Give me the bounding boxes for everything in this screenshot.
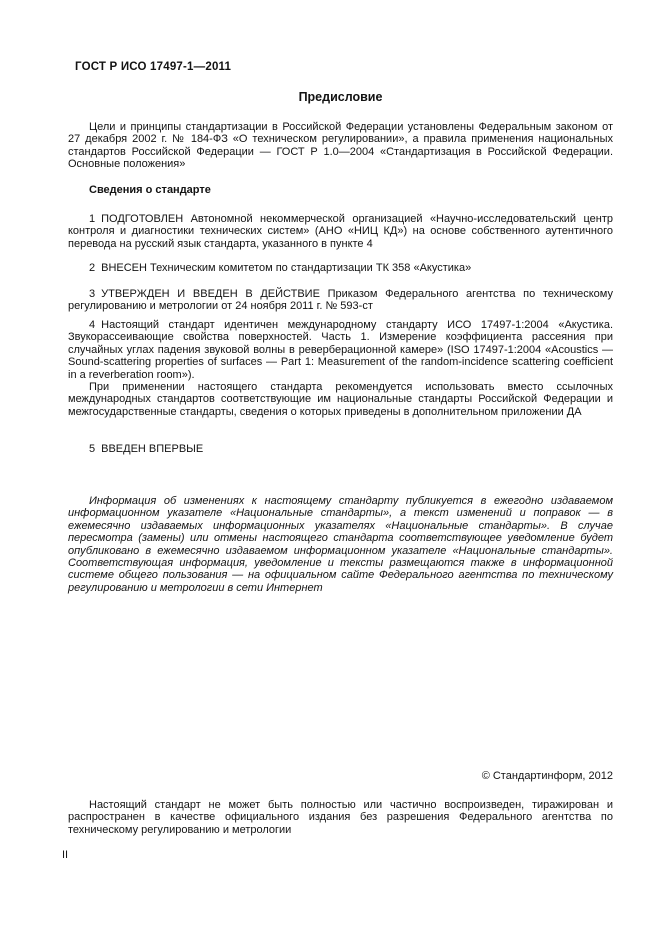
item-number: 5 (89, 443, 96, 455)
standard-info-item-5 (68, 443, 613, 455)
standard-info-item-3 (68, 288, 613, 313)
item-application-note: При применении настоящего стандарта рекомендуется использовать вместо ссылочных международных стандартов соответствующие им национальные стандарты Российской Федерации и межгосударственные стандарты, сведения о которых приведены в дополнительном приложении ДА (68, 381, 613, 418)
item-paragraph (68, 319, 613, 381)
distribution-restriction-note: Настоящий стандарт не может быть полностью или частично воспроизведен, тиражирован и распространен в качестве официального издания без разрешения Федерального агентства по техническому регулированию и метрологии (68, 799, 613, 836)
item-number: 2 (89, 262, 96, 274)
section-heading: Сведения о стандарте (89, 184, 211, 196)
page-title: Предисловие (298, 90, 383, 104)
item-number: 1 (89, 213, 96, 225)
item-text: ВВЕДЕН ВПЕРВЫЕ (101, 443, 204, 455)
intro-paragraph: Цели и принципы стандартизации в Российской Федерации установлены Федеральным законом от 27 декабря 2002 г. № 184-ФЗ «О техническом регулировании», а правила применения национальных стандартов Российской Федерации — ГОСТ Р 1.0—2004 «Стандартизация в Российской Федерации. Основные положения» (68, 121, 613, 171)
copyright-line: © Стандартинформ, 2012 (481, 770, 613, 782)
item-number: 3 (89, 288, 96, 300)
item-text: ПОДГОТОВЛЕН Автономной некоммерческой организацией «Научно-исследовательский центр контроля и диагностики технических систем» (АНО «НИЦ КД») на основе собственного аутентичного перевода на русский язык стандарта, указанного в пункте 4 (68, 213, 613, 250)
standard-info-item-1 (68, 213, 613, 250)
standard-designation: ГОСТ Р ИСО 17497-1—2011 (75, 61, 232, 73)
page-number: II (62, 849, 69, 861)
item-text: УТВЕРЖДЕН И ВВЕДЕН В ДЕЙСТВИЕ Приказом Федерального агентства по техническому регулированию и метрологии от 24 ноября 2011 г. № 593-ст (68, 288, 613, 313)
standard-info-item-4 (68, 319, 613, 418)
standard-info-item-2 (68, 262, 613, 274)
publication-info-note: Информация об изменениях к настоящему стандарту публикуется в ежегодно издаваемом информационном указателе «Национальные стандарты», а текст изменений и поправок — в ежемесячно издаваемых информационных указателях «Национальные стандарты». В случае пересмотра (замены) или отмены настоящего стандарта соответствующее уведомление будет опубликовано в ежемесячно издаваемом информационном указателе «Национальные стандарты». Соответствующая информация, уведомление и тексты размещаются также в информационной системе общего пользования — на официальном сайте Федерального агентства по техническому регулированию и метрологии в сети Интернет (68, 495, 613, 594)
item-text: ВНЕСЕН Техническим комитетом по стандартизации ТК 358 «Акустика» (101, 262, 472, 274)
item-text: Настоящий стандарт идентичен международному стандарту ИСО 17497-1:2004 «Акустика. Звукорассеивающие свойства поверхностей. Часть 1. Измерение коэффициента рассеяния при случайных углах падения звуковой волны в реверберационной камере» (ISO 17497-1:2004 «Acoustics — Sound-scattering properties of surfaces — Part 1: Measurement of the random-incidence scattering coefficient in a reverberation room»). (68, 319, 613, 381)
item-number: 4 (89, 319, 96, 331)
